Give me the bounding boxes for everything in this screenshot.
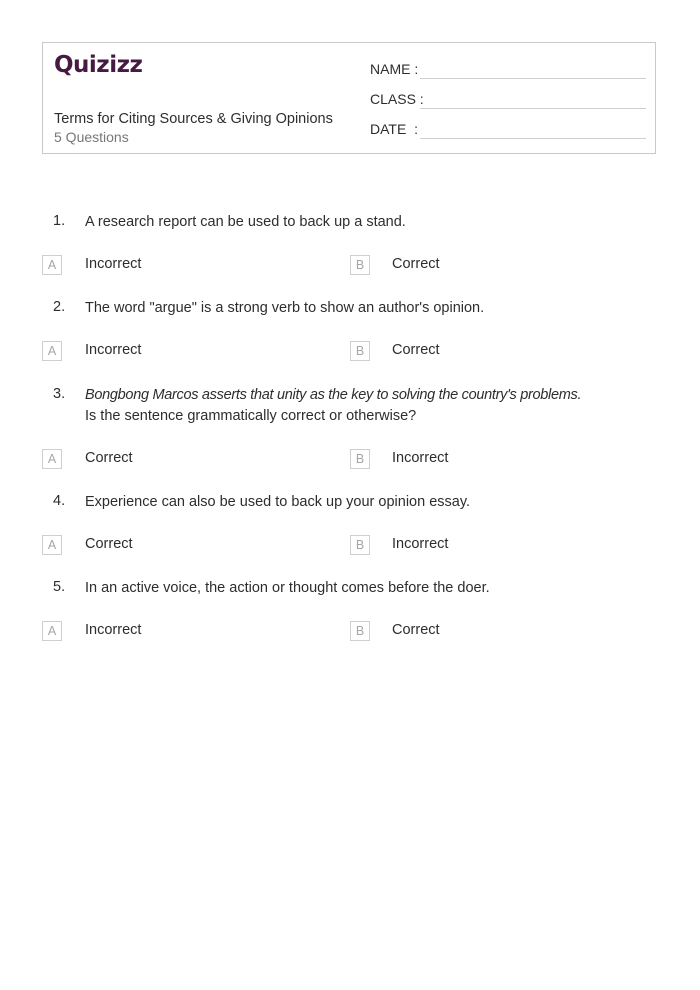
option-b-box[interactable]: B [350,535,370,555]
option-b-text: Incorrect [392,536,449,552]
option-b-text: Correct [392,622,440,638]
option-b-text: Incorrect [392,450,449,466]
question-number: 2. [53,299,66,315]
option-a-box[interactable]: A [42,621,62,641]
question-text: The word "argue" is a strong verb to show an author's opinion. [85,300,485,316]
option-a-text: Correct [85,536,133,552]
name-label: NAME : [370,61,419,77]
question-number: 5. [53,579,66,595]
question-text: In an active voice, the action or thought comes before the doer. [85,580,490,596]
option-b-text: Correct [392,342,440,358]
option-b-text: Correct [392,256,440,272]
option-a-box[interactable]: A [42,449,62,469]
question-number: 1. [53,213,66,229]
option-a-text: Incorrect [85,342,142,358]
question-text [85,385,645,427]
option-b-box[interactable]: B [350,621,370,641]
quizizz-logo: Quizizz [54,52,143,78]
date-field-line[interactable] [420,138,646,139]
option-a-text: Correct [85,450,133,466]
class-field-line[interactable] [420,108,646,109]
question-italic-sentence: Bongbong Marcos asserts that unity as the key to solving the country's problems. [85,387,582,403]
worksheet-header [42,42,656,154]
class-label: CLASS : [370,91,424,107]
option-b-box[interactable]: B [350,341,370,361]
name-field-line[interactable] [420,78,646,79]
question-text: Experience can also be used to back up your opinion essay. [85,494,471,510]
option-a-box[interactable]: A [42,341,62,361]
question-prompt: Is the sentence grammatically correct or otherwise? [85,408,417,424]
question-number: 3. [53,386,66,402]
date-label: DATE : [370,121,418,137]
question-count: 5 Questions [54,129,129,145]
question-text: A research report can be used to back up a stand. [85,214,406,230]
option-a-text: Incorrect [85,622,142,638]
option-a-box[interactable]: A [42,535,62,555]
option-a-box[interactable]: A [42,255,62,275]
option-b-box[interactable]: B [350,255,370,275]
quiz-title: Terms for Citing Sources & Giving Opinions [54,111,333,127]
option-a-text: Incorrect [85,256,142,272]
option-b-box[interactable]: B [350,449,370,469]
question-number: 4. [53,493,66,509]
